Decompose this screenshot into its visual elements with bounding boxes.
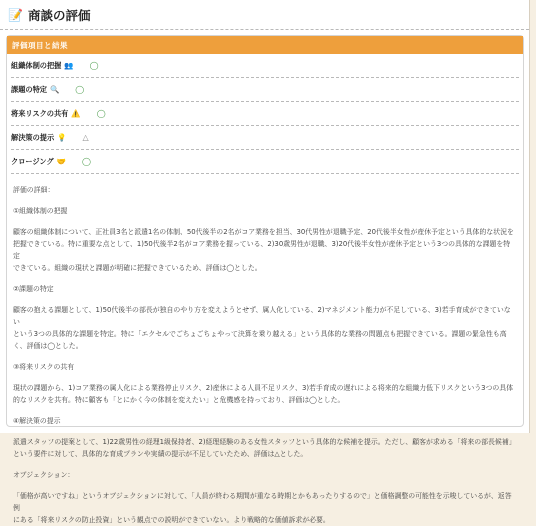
section-line: という要件に対して、具体的な育成プランや実績の提示が不足していたため、評価は△とした。 [13, 450, 308, 458]
grade-mark: ◯ [96, 109, 106, 118]
grade-mark: ◯ [89, 61, 99, 70]
section-line: 現状の課題から、1)コア業務の属人化による業務停止リスク、2)産休による人員不足リスク、3)若手育成の遅れによる将来的な組織力低下リスクという3つの具体 [13, 384, 514, 392]
magnifier-icon: 🔍 [49, 85, 60, 94]
lightbulb-icon: 💡 [57, 133, 67, 142]
section-title: オブジェクション： [13, 471, 75, 479]
section-line: 顧客の組織体制について、正社員3名と派遣1名の体制、50代後半の2名がコア業務を担当、30代男性が退職予定、20代後半女性が産休予定という具体的な状況を [13, 228, 514, 236]
section-line: 顧客の抱える課題として、1)50代後半の部長が独自のやり方を変えようとせず、属人化している、2)マネジメント能力が不足している、3)若手育成ができていない [13, 306, 511, 326]
detail-heading: 評価の詳細： [13, 186, 55, 194]
panel-heading: 評価項目と結果 [7, 36, 523, 54]
section-line: 把握できている。特に重要な点として、1)50代後半2名がコア業務を握っている、2)30歳男性が退職、3)20代後半女性が産休予定という3つの具体的な課題を特定 [13, 240, 511, 260]
section-line: できている。組織の現状と課題が明確に把握できているため、評価は◯とした。 [13, 264, 262, 272]
handshake-icon: 🤝 [56, 157, 67, 166]
criteria-row [11, 102, 519, 126]
evaluation-detail [7, 174, 523, 526]
section-title: ②課題の特定 [13, 285, 54, 293]
section-line: く、評価は◯とした。 [13, 342, 83, 350]
criteria-row [11, 78, 519, 102]
criteria-row [11, 54, 519, 78]
criteria-label: クロージング [11, 156, 54, 166]
section-line: 「価格が高いですね」というオブジェクションに対して、「人員が終わる期間が重なる時期とかもあったりするので」と価格調整の可能性を示唆しているが、返答例 [13, 492, 512, 512]
people-icon: 👥 [64, 61, 74, 70]
criteria-row [11, 126, 519, 150]
grade-mark: ◯ [75, 85, 85, 94]
section-line: という3つの具体的な課題を特定。特に「エクセルでごちょごちょやって決算を乗り越える」という具体的な業務の問題点も把握できている。課題の緊急性も高 [13, 330, 507, 338]
warning-icon: ⚠️ [71, 109, 81, 118]
section-line: 派遣スタッフの提案として、1)22歳男性の経理1級保持者、2)経理経験のある女性スタッフという具体的な候補を提示。ただし、顧客が求める「将来の部長候補」 [13, 438, 516, 446]
grade-mark: ◯ [82, 157, 91, 166]
memo-icon: 📝 [8, 7, 23, 22]
criteria-label: 課題の特定 [11, 84, 47, 94]
criteria-label: 将来リスクの共有 [11, 108, 69, 118]
criteria-label: 組織体制の把握 [11, 60, 62, 70]
evaluation-panel [6, 35, 524, 524]
section-title: ①組織体制の把握 [13, 207, 68, 215]
criteria-label: 解決策の提示 [11, 132, 55, 142]
section-line: 的なリスクを共有。特に顧客も「とにかく今の体制を変えたい」と危機感を持っており、評価は◯とした。 [13, 396, 345, 404]
section-line: にある「将来リスクの防止投資」という観点での説明ができていない。より戦略的な価値訴求が必要。 [13, 516, 330, 524]
section-title: ③将来リスクの共有 [13, 363, 75, 371]
section-title: ④解決策の提示 [13, 417, 61, 425]
page-title: 商談の評価 [27, 7, 91, 23]
grade-mark: △ [82, 133, 89, 142]
criteria-row [11, 150, 519, 174]
card-header [0, 0, 529, 30]
criteria-list [7, 54, 523, 174]
